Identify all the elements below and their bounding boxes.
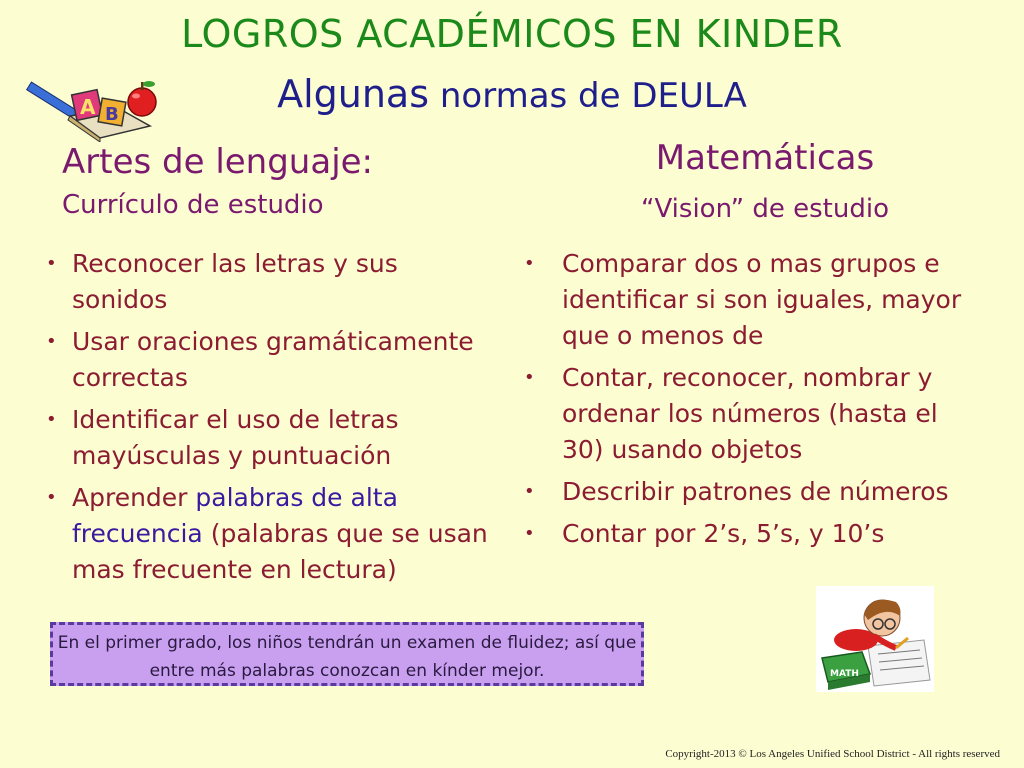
list-item-text: Describir patrones de números bbox=[562, 477, 949, 506]
math-subheading: “Vision” de estudio bbox=[641, 194, 889, 224]
list-item bbox=[44, 480, 494, 588]
list-item bbox=[522, 516, 972, 552]
list-item-text: Contar por 2’s, 5’s, y 10’s bbox=[562, 519, 885, 548]
fluency-note-box bbox=[50, 622, 644, 686]
bullet-icon: • bbox=[46, 331, 57, 352]
math-book-label: MATH bbox=[830, 669, 859, 679]
bullet-icon: • bbox=[46, 487, 57, 508]
child-doing-math-icon bbox=[816, 586, 934, 692]
language-arts-list bbox=[44, 246, 494, 594]
list-item-text: Contar, reconocer, nombrar y ordenar los números (hasta el 30) usando objetos bbox=[562, 363, 938, 464]
abc-book-apple-icon bbox=[22, 72, 162, 142]
list-item-suffix: (palabras que se usan mas frecuente en lectura) bbox=[72, 519, 488, 584]
block-letter-b: B bbox=[105, 104, 119, 125]
list-item bbox=[44, 324, 494, 396]
page-title: LOGROS ACADÉMICOS EN KINDER bbox=[181, 12, 843, 56]
list-item-text: Usar oraciones gramáticamente correctas bbox=[72, 327, 474, 392]
list-item bbox=[44, 402, 494, 474]
block-letter-a: A bbox=[80, 95, 96, 119]
bullet-icon: • bbox=[524, 523, 535, 544]
note-line-2: entre más palabras conozcan en kínder mejor. bbox=[149, 661, 545, 681]
bullet-icon: • bbox=[524, 367, 535, 388]
math-list bbox=[522, 246, 972, 558]
list-item-text: Reconocer las letras y sus sonidos bbox=[72, 249, 398, 314]
copyright-notice: Copyright-2013 © Los Angeles Unified School District - All rights reserved bbox=[665, 748, 1000, 760]
note-line-1: En el primer grado, los niños tendrán un examen de fluidez; así que bbox=[57, 633, 637, 653]
list-item bbox=[522, 474, 972, 510]
bullet-icon: • bbox=[524, 253, 535, 274]
list-item-prefix: Aprender bbox=[72, 483, 196, 512]
list-item-text: Identificar el uso de letras mayúsculas y puntuación bbox=[72, 405, 399, 470]
math-heading: Matemáticas bbox=[655, 138, 875, 178]
list-item-text: Comparar dos o mas grupos e identificar si son iguales, mayor que o menos de bbox=[562, 249, 962, 350]
list-item bbox=[522, 360, 972, 468]
subtitle-part-1: Algunas bbox=[277, 72, 430, 116]
list-item bbox=[44, 246, 494, 318]
list-item bbox=[522, 246, 972, 354]
bullet-icon: • bbox=[46, 253, 57, 274]
language-arts-heading: Artes de lenguaje: bbox=[62, 142, 374, 182]
bullet-icon: • bbox=[524, 481, 535, 502]
bullet-icon: • bbox=[46, 409, 57, 430]
subtitle-part-2: normas de DEULA bbox=[429, 76, 747, 116]
high-frequency-words-highlight: palabras de alta frecuencia bbox=[72, 483, 398, 548]
language-arts-subheading: Currículo de estudio bbox=[62, 190, 324, 220]
